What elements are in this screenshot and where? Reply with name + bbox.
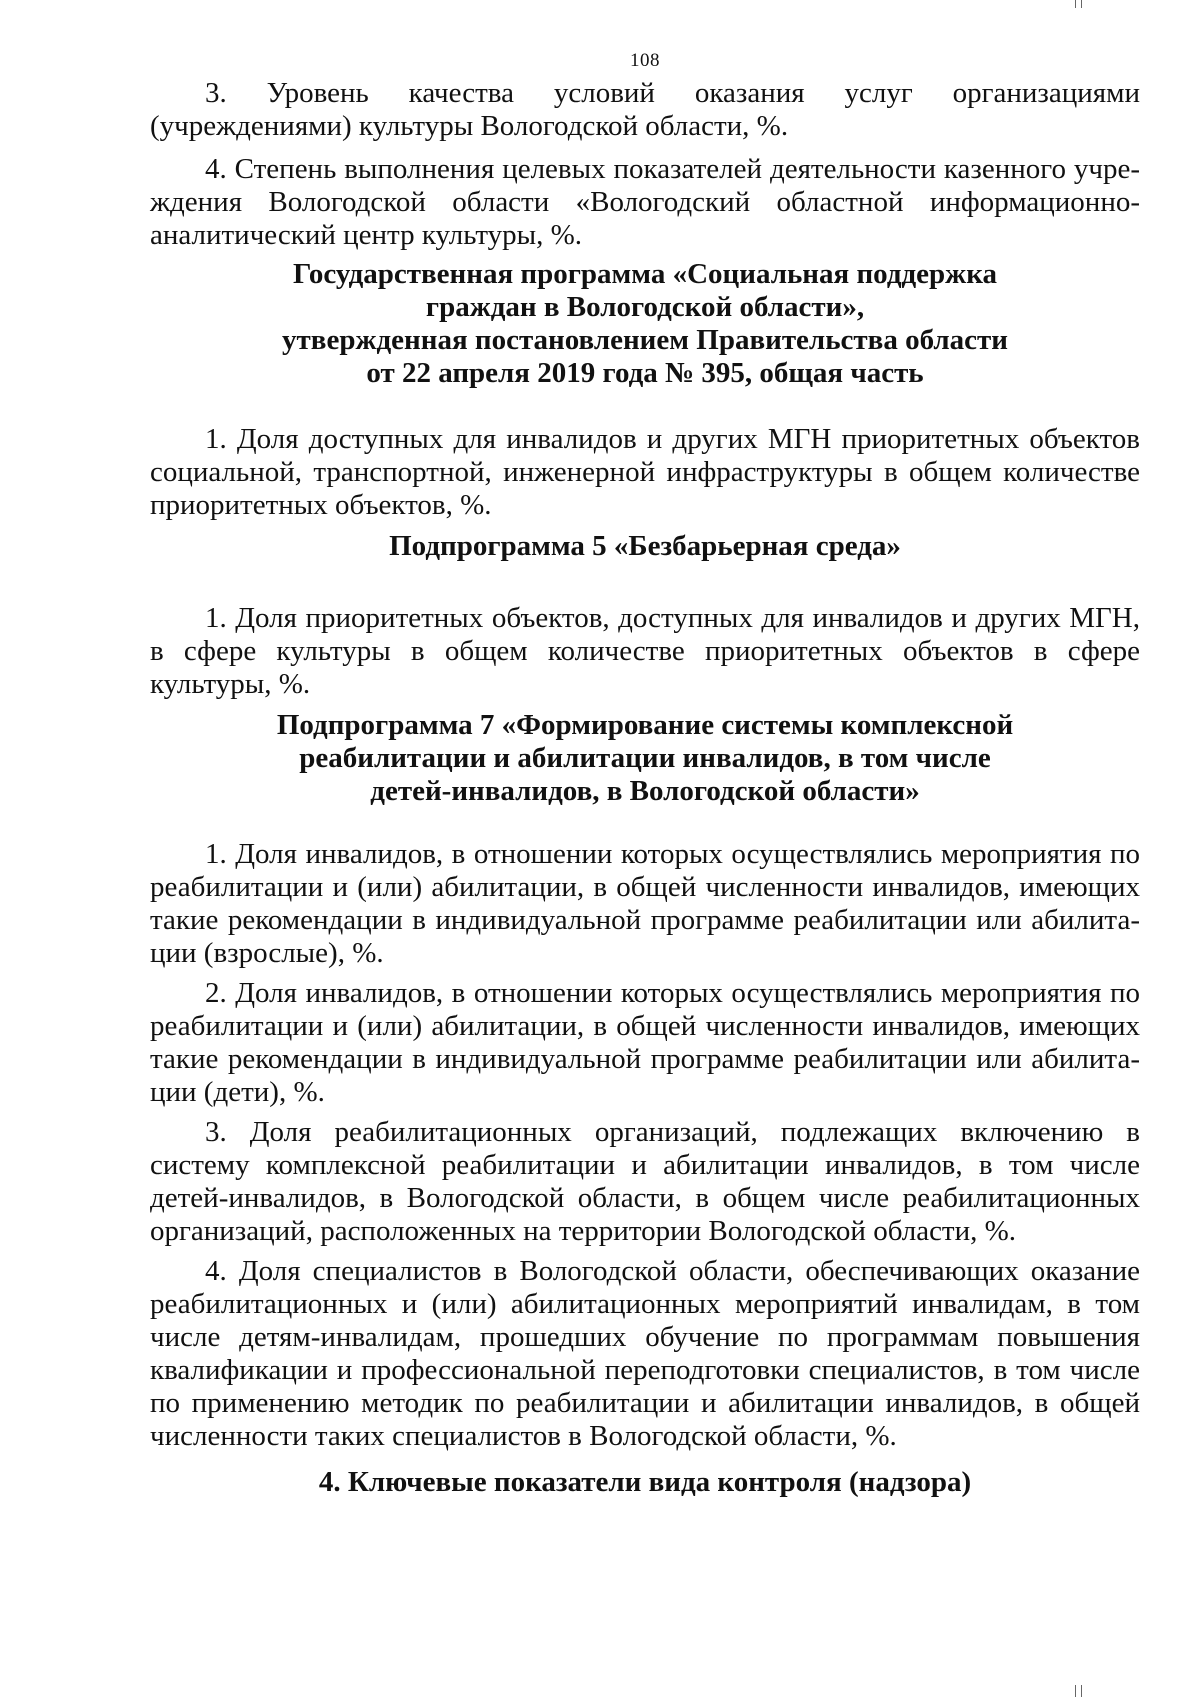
paragraph-indicator-3: 3. Уровень качества условий оказания услуг организациями (учреждениями) культуры Вологодской области, %. bbox=[150, 77, 1140, 142]
heading-line: Государственная программа «Социальная поддержка bbox=[293, 258, 997, 290]
paragraph-subprogram-5-indicator-1: 1. Доля приоритетных объектов, доступных для инвалидов и других МГН, в сфере культуры в общем количестве приоритетных объектов в сфере культуры, %. bbox=[150, 602, 1140, 700]
scan-edge-mark bbox=[1081, 0, 1082, 8]
heading-subprogram-7 bbox=[150, 709, 1140, 808]
scan-edge-mark bbox=[1075, 1685, 1076, 1697]
heading-section-4 bbox=[150, 1466, 1140, 1499]
heading-line: граждан в Вологодской области», bbox=[425, 291, 865, 323]
paragraph-subprogram-7-indicator-2: 2. Доля инвалидов, в отношении которых осуществлялись мероприятия по реабилитации и (или) абилитации, в общей численности инвалидов, имеющих такие рекомендации в индивидуальной программе реабилитации или абилитации (дети), %. bbox=[150, 977, 1140, 1108]
heading-line: Подпрограмма 7 «Формирование системы комплексной bbox=[276, 709, 1014, 741]
paragraph-program-indicator-1: 1. Доля доступных для инвалидов и других МГН приоритетных объектов социальной, транспортной, инженерной инфраструктуры в общем количестве приоритетных объектов, %. bbox=[150, 423, 1140, 521]
paragraph-subprogram-7-indicator-3: 3. Доля реабилитационных организаций, подлежащих включению в систему комплексной реабилитации и абилитации инвалидов, в том числе детей-инвалидов, в Вологодской области, в общем числе реабилитационных организаций, расположенных на территории Вологодской области, %. bbox=[150, 1116, 1140, 1247]
heading-line: 4. Ключевые показатели вида контроля (надзора) bbox=[318, 1466, 972, 1498]
heading-state-program bbox=[150, 258, 1140, 390]
heading-line: Подпрограмма 5 «Безбарьерная среда» bbox=[389, 530, 901, 562]
heading-line: утвержденная постановлением Правительства области bbox=[282, 324, 1008, 356]
paragraph-indicator-4: 4. Степень выполнения целевых показателей деятельности казенного учреждения Вологодской области «Вологодский областной информационно-аналитический центр культуры, %. bbox=[150, 153, 1140, 251]
paragraph-subprogram-7-indicator-1: 1. Доля инвалидов, в отношении которых осуществлялись мероприятия по реабилитации и (или) абилитации, в общей численности инвалидов, имеющих такие рекомендации в индивидуальной программе реабилитации или абилитации (взрослые), %. bbox=[150, 838, 1140, 969]
page-number: 108 bbox=[630, 50, 660, 71]
heading-line: детей-инвалидов, в Вологодской области» bbox=[370, 775, 920, 807]
heading-line: от 22 апреля 2019 года № 395, общая часть bbox=[366, 357, 924, 389]
heading-subprogram-5 bbox=[150, 530, 1140, 563]
heading-line: реабилитации и абилитации инвалидов, в том числе bbox=[299, 742, 991, 774]
paragraph-subprogram-7-indicator-4: 4. Доля специалистов в Вологодской области, обеспечивающих оказание реабилитационных и (или) абилитационных мероприятий инвалидам, в том числе детям-инвалидам, прошедших обучение по программам повышения квалификации и профессиональной переподготовки специалистов, в том числе по применению методик по реабилитации и абилитации инвалидов, в общей численности таких специалистов в Вологодской области, %. bbox=[150, 1255, 1140, 1452]
scan-edge-mark bbox=[1075, 0, 1076, 8]
scan-edge-mark bbox=[1081, 1685, 1082, 1697]
